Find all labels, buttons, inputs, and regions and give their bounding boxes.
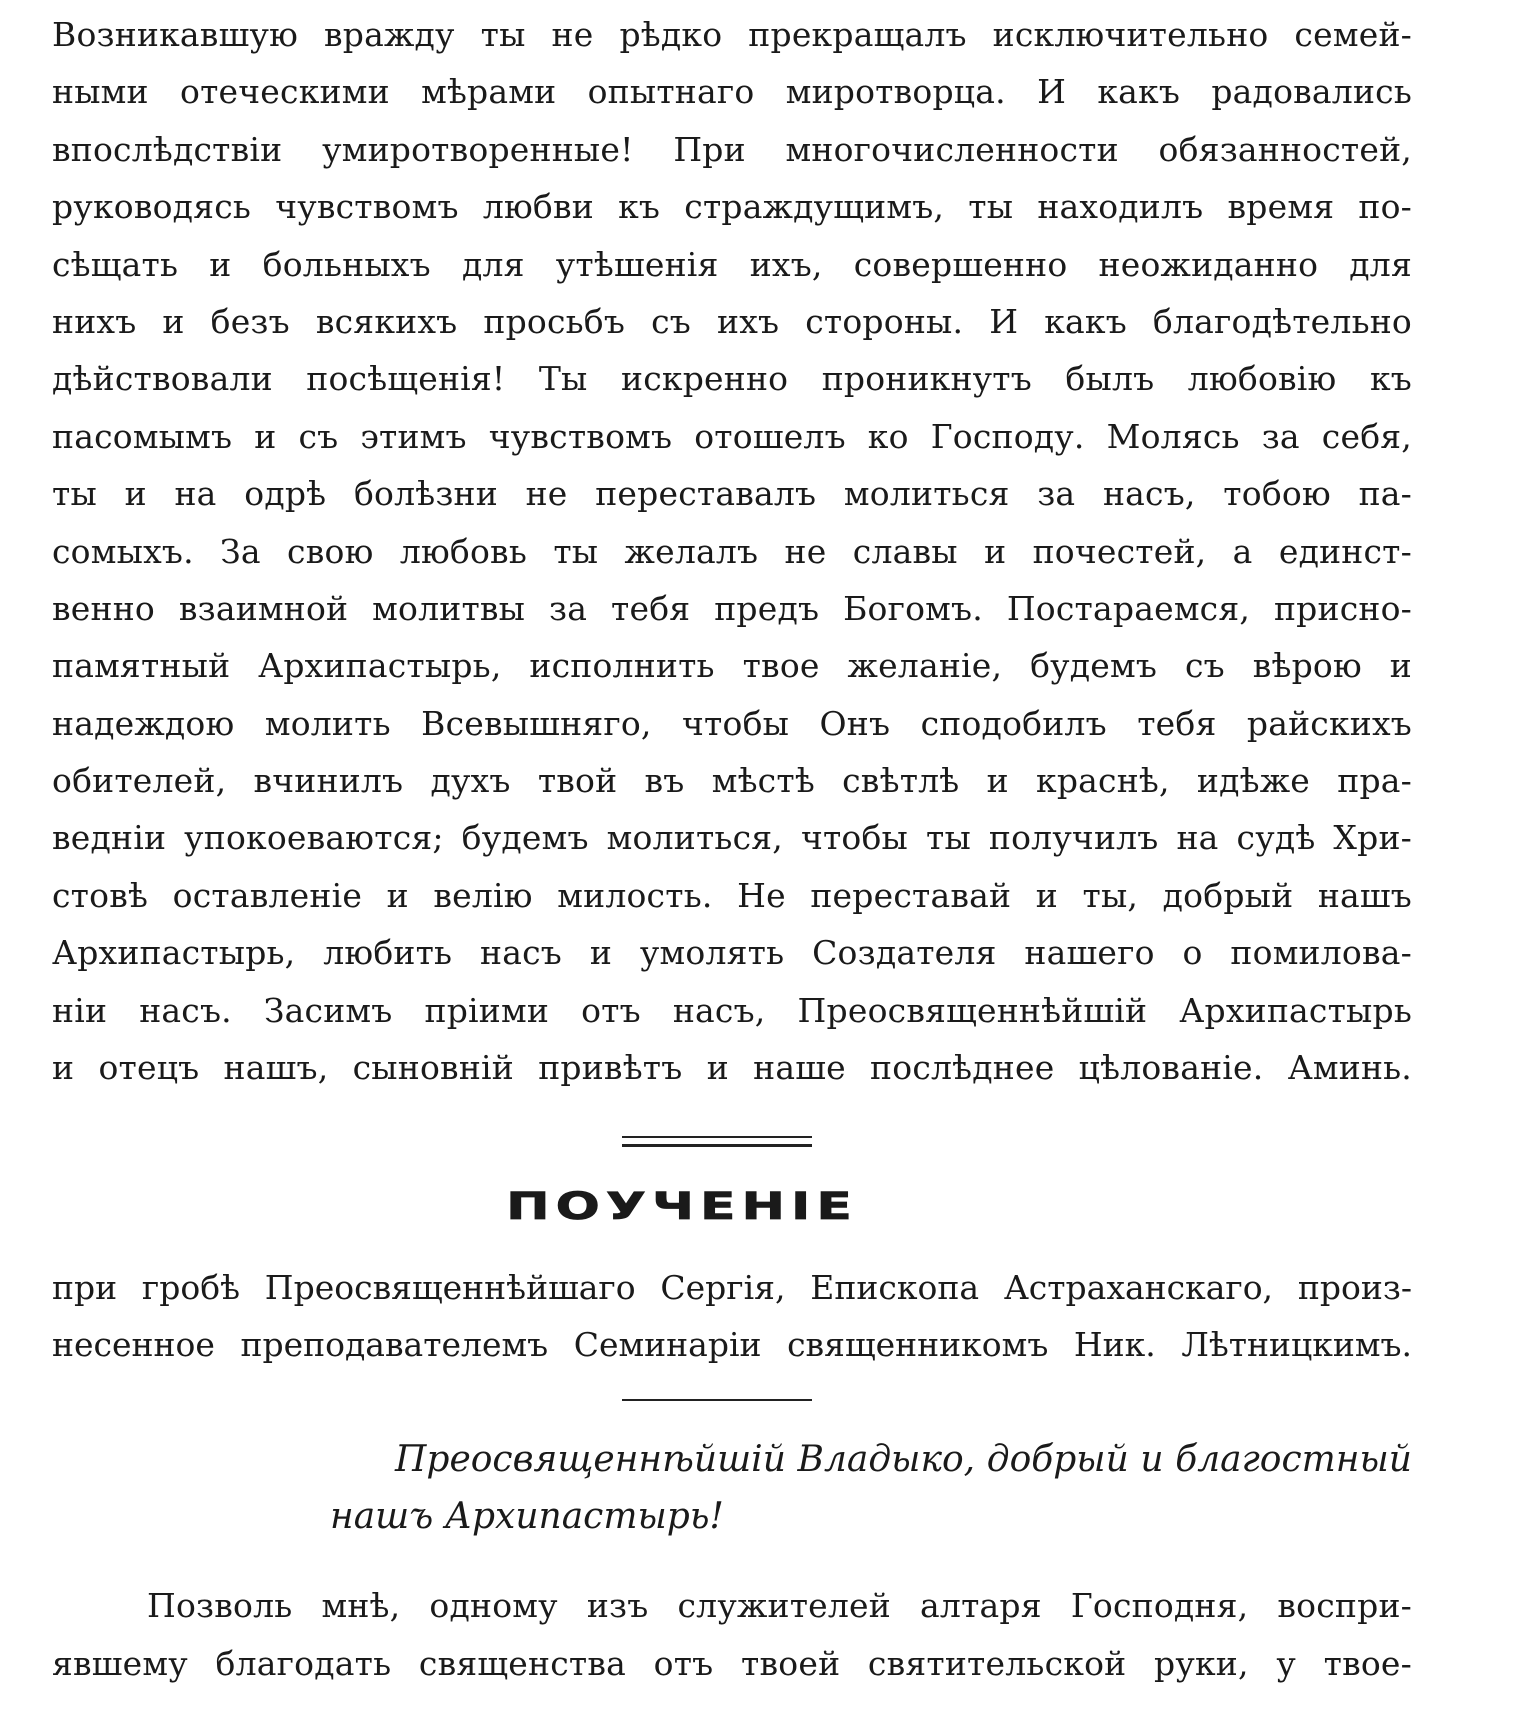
address-line: Преосвященнѣйшій Владыко, добрый и благостный <box>395 1439 1412 1481</box>
subtitle-divider <box>622 1399 812 1401</box>
subtitle-line: при гробѣ Преосвященнѣйшаго Сергія, Епископа Астраханскаго, произ- <box>52 1268 1412 1308</box>
text-line: венно взаимной молитвы за тебя предъ Богомъ. Постараемся, присно- <box>52 588 1412 628</box>
text-line: ты и на одрѣ болѣзни не переставалъ молиться за насъ, тобою па- <box>52 474 1412 514</box>
text-line: обителей, вчинилъ духъ твой въ мѣстѣ свѣтлѣ и краснѣ, идѣже пра- <box>52 761 1412 801</box>
text-line: Позволь мнѣ, одному изъ служителей алтаря Господня, воспри- <box>147 1586 1412 1626</box>
text-line: впослѣдствіи умиротворенные! При многочисленности обязанностей, <box>52 129 1412 169</box>
text-line: ведніи упокоеваются; будемъ молиться, чтобы ты получилъ на судѣ Хри- <box>52 818 1412 858</box>
text-line: Архипастырь, любить насъ и умолять Создателя нашего о помилова- <box>52 933 1412 973</box>
section-divider <box>622 1136 812 1147</box>
address-block <box>52 1431 1412 1545</box>
text-line: надеждою молить Всевышняго, чтобы Онъ сподобилъ тебя райскихъ <box>52 703 1412 743</box>
address-line: нашъ Архипастырь! <box>330 1496 724 1538</box>
subtitle-line: несенное преподавателемъ Семинаріи священникомъ Ник. Лѣтницкимъ. <box>52 1325 1412 1365</box>
text-line: руководясь чувствомъ любви къ страждущимъ, ты находилъ время по- <box>52 187 1412 227</box>
section-subtitle <box>52 1259 1412 1373</box>
text-line: сомыхъ. За свою любовь ты желалъ не славы и почестей, а единст- <box>52 531 1412 571</box>
main-text-block <box>52 6 1412 1096</box>
text-line: нихъ и безъ всякихъ просьбъ съ ихъ стороны. И какъ благодѣтельно <box>52 301 1412 341</box>
text-line: дѣйствовали посѣщенія! Ты искренно проникнутъ былъ любовію къ <box>52 359 1412 399</box>
text-line: и отецъ нашъ, сыновній привѣтъ и наше послѣднее цѣлованіе. Аминь. <box>52 1048 1412 1088</box>
text-line: памятный Архипастырь, исполнить твое желаніе, будемъ съ вѣрою и <box>52 646 1412 686</box>
sermon-text-block <box>52 1577 1412 1692</box>
text-line: явшему благодать священства отъ твоей святительской руки, у твое- <box>52 1643 1412 1683</box>
text-line: сѣщать и больныхъ для утѣшенія ихъ, совершенно неожиданно для <box>52 244 1412 284</box>
text-line: стовѣ оставленіе и велію милость. Не переставай и ты, добрый нашъ <box>52 875 1412 915</box>
text-line: ными отеческими мѣрами опытнаго миротворца. И какъ радовались <box>52 72 1412 112</box>
section-heading-text: ПОУЧЕНІЕ <box>506 1185 858 1230</box>
section-heading <box>0 1186 1412 1229</box>
document-page <box>52 6 1412 1692</box>
text-line: ніи насъ. Засимъ пріими отъ насъ, Преосвященнѣйшій Архипастырь <box>52 990 1412 1030</box>
text-line: пасомымъ и съ этимъ чувствомъ отошелъ ко Господу. Молясь за себя, <box>52 416 1412 456</box>
text-line: Возникавшую вражду ты не рѣдко прекращалъ исключительно семей- <box>52 15 1412 54</box>
